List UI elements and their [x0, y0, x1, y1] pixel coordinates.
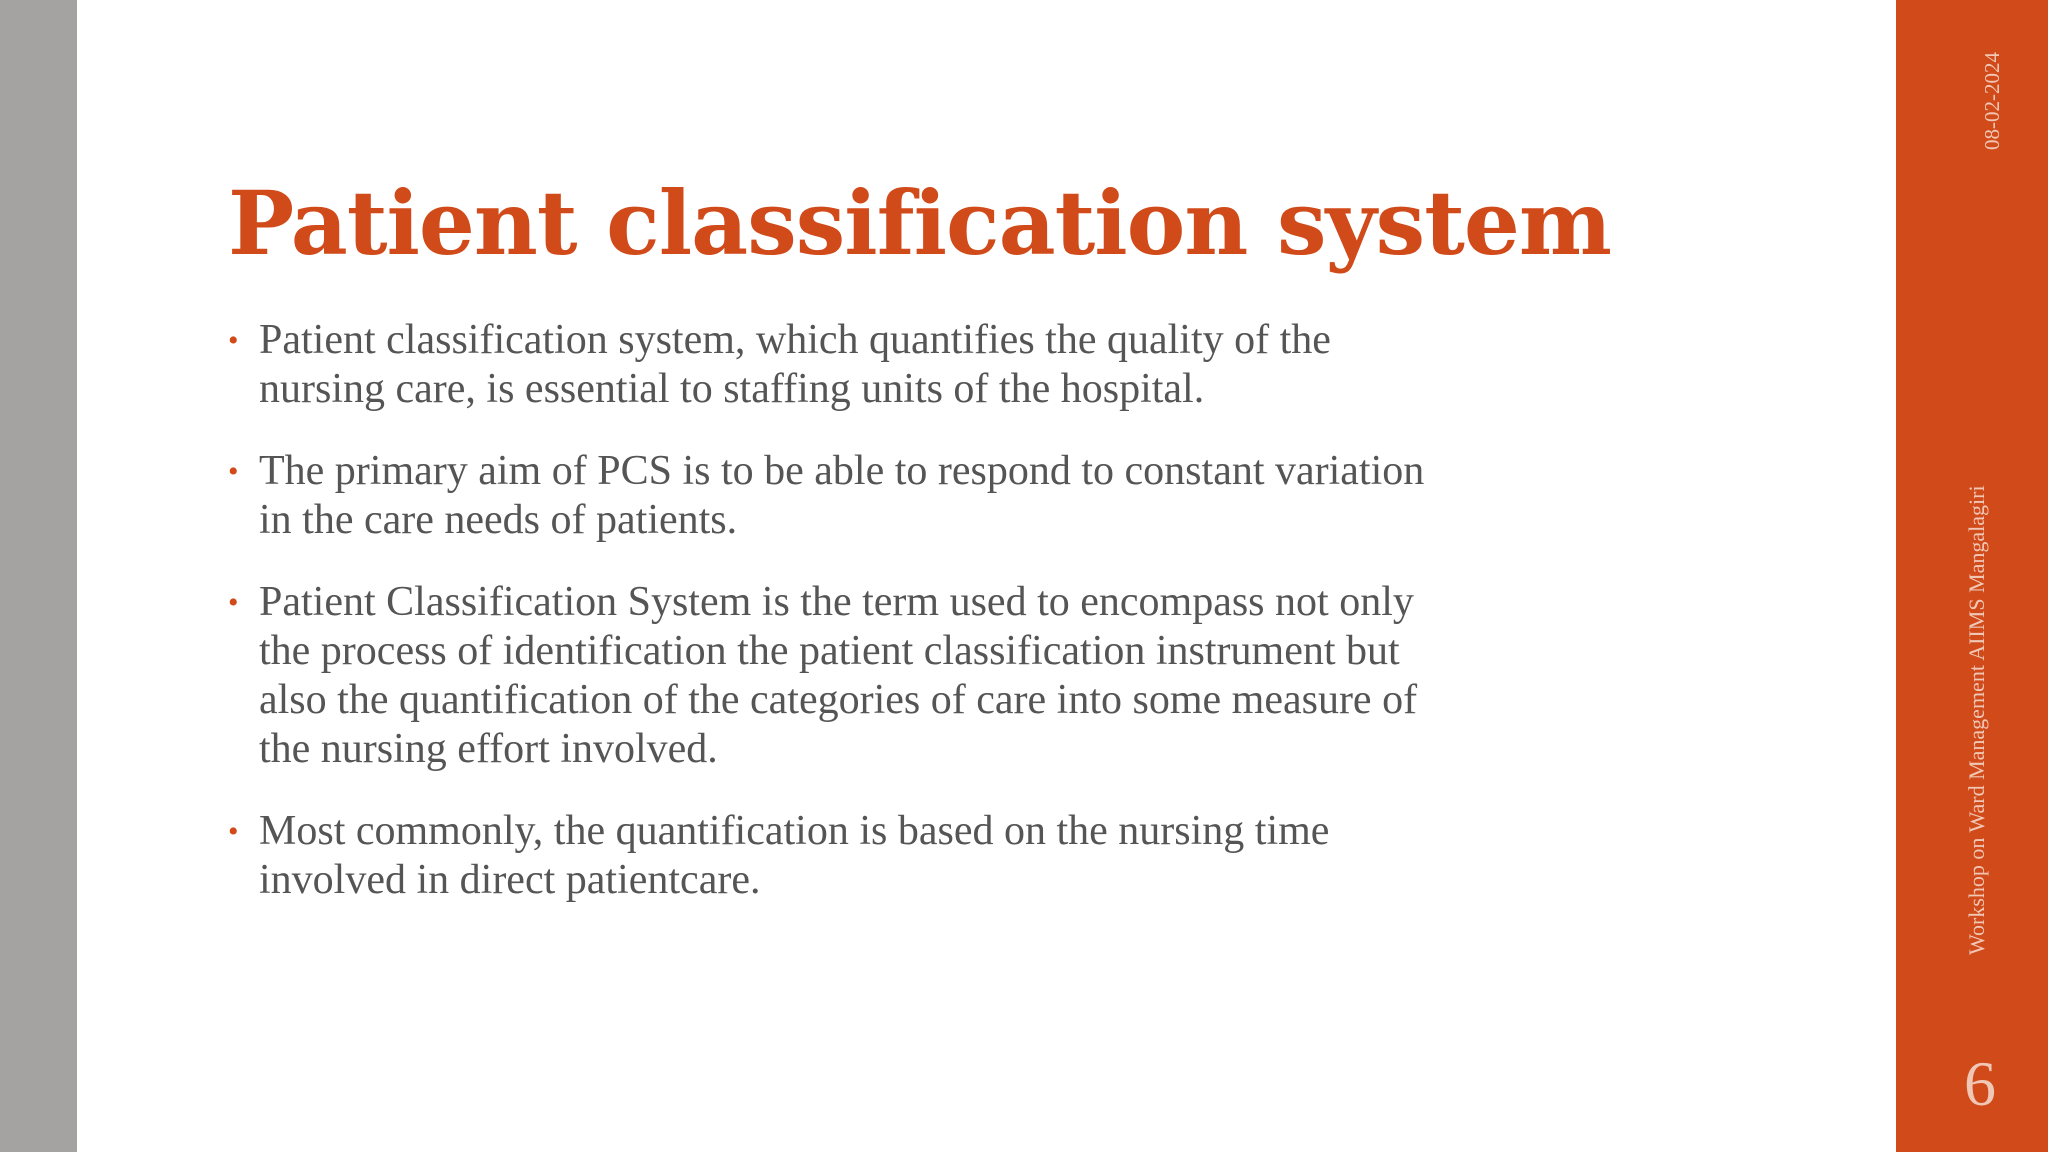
bullet-line: also the quantification of the categories of care into some measure of: [259, 677, 1418, 723]
bullet-line: the nursing effort involved.: [259, 726, 718, 772]
bullet-line: involved in direct patientcare.: [259, 857, 761, 903]
slide-footer: Workshop on Ward Management AIIMS Mangalagiri: [1964, 485, 1989, 955]
bullet-dot-icon: •: [228, 455, 239, 488]
bullet-list: [228, 316, 1668, 938]
bullet-dot-icon: •: [228, 324, 239, 357]
bullet-line: in the care needs of patients.: [259, 497, 738, 543]
bullet-line: Patient classification system, which quantifies the quality of the: [259, 317, 1331, 363]
bullet-line: the process of identification the patient classification instrument but: [259, 628, 1400, 674]
bullet-item: [228, 447, 1668, 545]
bullet-dot-icon: •: [228, 815, 239, 848]
bullet-line: Patient Classification System is the term used to encompass not only: [259, 579, 1414, 625]
bullet-line: nursing care, is essential to staffing units of the hospital.: [259, 366, 1205, 412]
bullet-dot-icon: •: [228, 586, 239, 619]
bullet-item: [228, 807, 1668, 905]
bullet-line: Most commonly, the quantification is based on the nursing time: [259, 808, 1330, 854]
slide-date: 08-02-2024: [1980, 52, 2004, 150]
bullet-item: [228, 316, 1668, 414]
slide-title: Patient classification system: [228, 171, 1611, 275]
page-number: 6: [1964, 1048, 1996, 1119]
left-decorative-bar: [0, 0, 77, 1152]
bullet-item: [228, 578, 1668, 774]
bullet-line: The primary aim of PCS is to be able to respond to constant variation: [259, 448, 1425, 494]
